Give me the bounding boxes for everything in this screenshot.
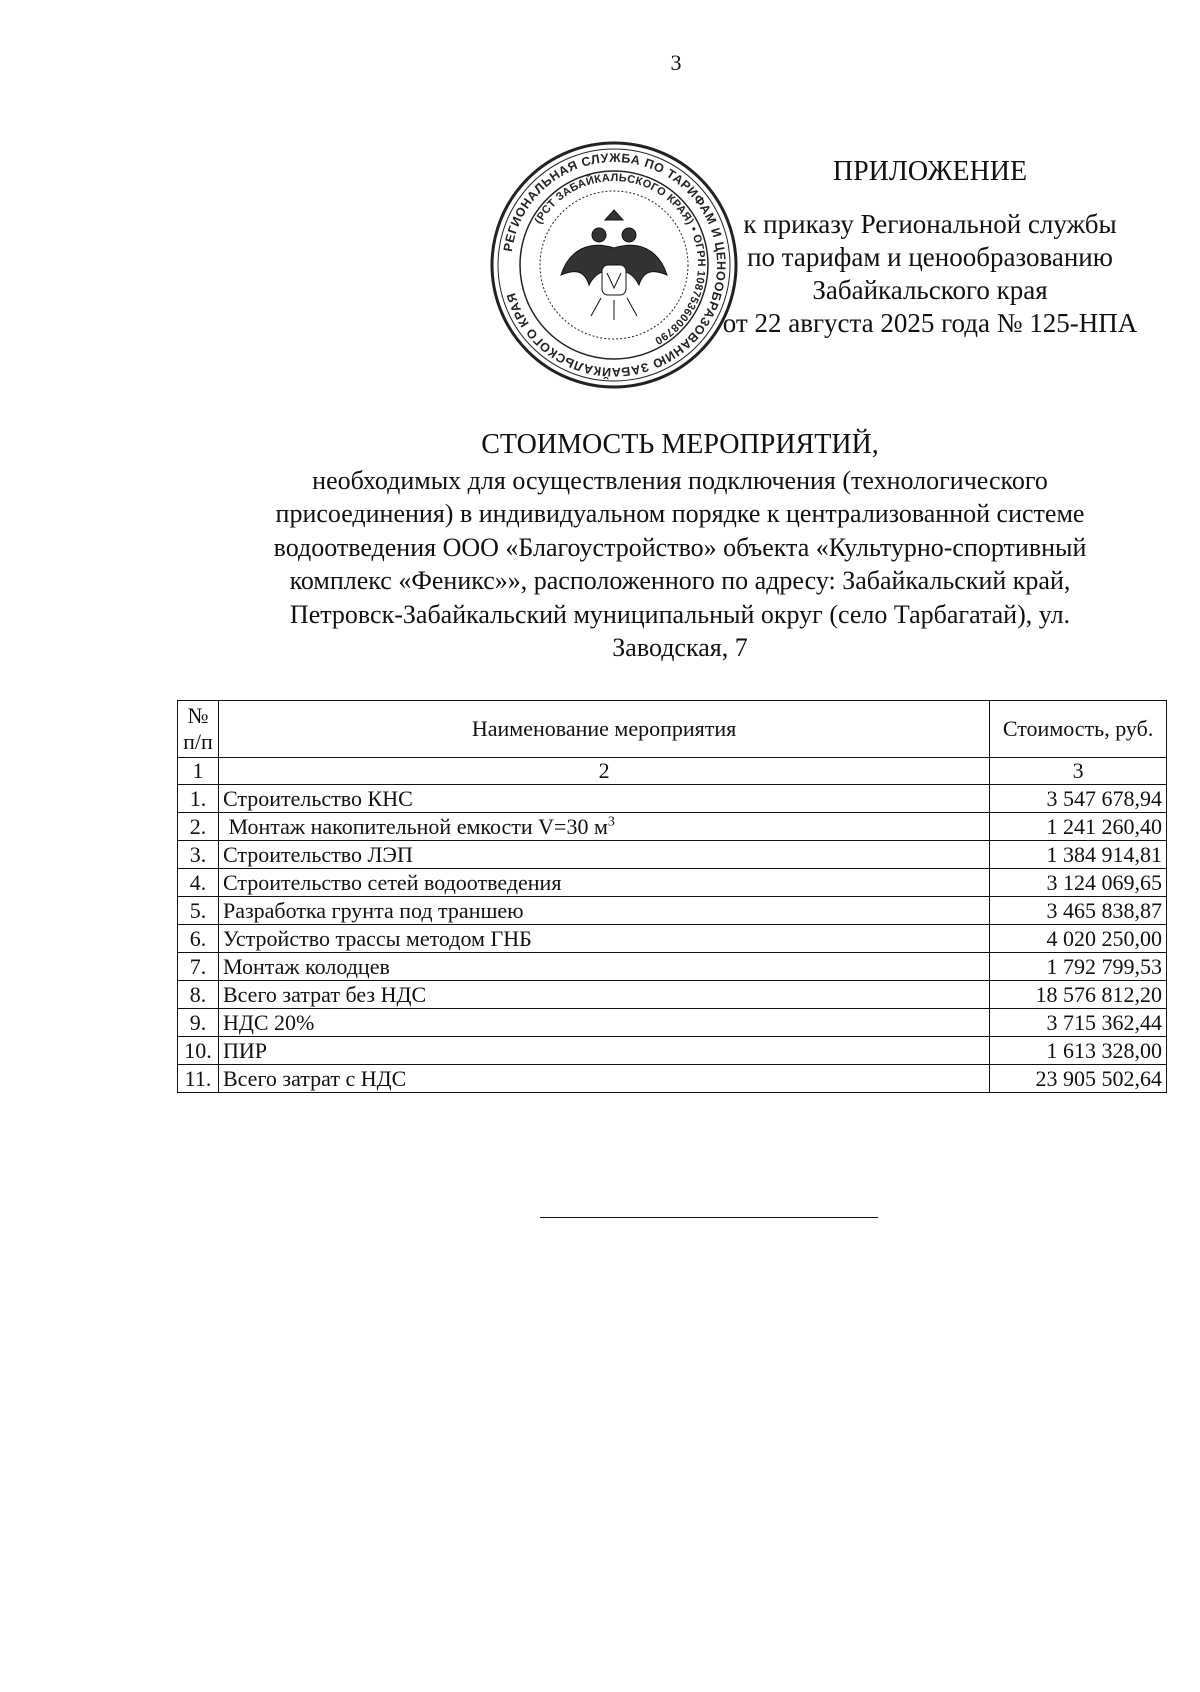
header-num-line2: п/п xyxy=(183,729,213,754)
costs-table xyxy=(177,700,1167,1093)
header-num-line1: № xyxy=(187,703,209,728)
table-row xyxy=(178,953,1167,981)
row-name: Всего затрат с НДС xyxy=(218,1065,989,1093)
row-cost: 18 576 812,20 xyxy=(990,981,1167,1009)
row-name: Строительство КНС xyxy=(218,785,989,813)
table-row xyxy=(178,841,1167,869)
row-num: 3. xyxy=(178,841,219,869)
appendix-block xyxy=(720,155,1140,340)
row-name: Устройство трассы методом ГНБ xyxy=(218,925,989,953)
table-row xyxy=(178,1065,1167,1093)
appendix-heading: ПРИЛОЖЕНИЕ xyxy=(832,156,1028,187)
row-name: Монтаж колодцев xyxy=(218,953,989,981)
appendix-line: Забайкальского края xyxy=(812,275,1048,305)
table-row xyxy=(178,1037,1167,1065)
svg-text:РЕГИОНАЛЬНАЯ СЛУЖБА ПО ТАРИФАМ: РЕГИОНАЛЬНАЯ СЛУЖБА ПО ТАРИФАМ И ЦЕНООБРАЗОВАНИЮ ЗАБАЙКАЛЬСКОГО КРАЯ xyxy=(500,150,729,380)
svg-text:(РСТ ЗАБАЙКАЛЬСКОГО КРАЯ) • ОГ: (РСТ ЗАБАЙКАЛЬСКОГО КРАЯ) • ОГРН 1087536008790 xyxy=(532,171,708,347)
row-cost: 3 715 362,44 xyxy=(990,1009,1167,1037)
row-cost: 3 124 069,65 xyxy=(990,869,1167,897)
closing-rule xyxy=(540,1217,878,1218)
appendix-line: к приказу Региональной службы xyxy=(743,209,1117,239)
row-cost: 1 792 799,53 xyxy=(990,953,1167,981)
header-num xyxy=(178,701,219,758)
row-num: 5. xyxy=(178,897,219,925)
header-name: Наименование мероприятия xyxy=(218,701,989,758)
row-name: Строительство ЛЭП xyxy=(218,841,989,869)
row-num: 6. xyxy=(178,925,219,953)
eagle-emblem-icon xyxy=(561,210,667,320)
table-row xyxy=(178,1009,1167,1037)
row-num: 2. xyxy=(178,813,219,841)
header-cost: Стоимость, руб. xyxy=(990,701,1167,758)
table-row xyxy=(178,897,1167,925)
column-number: 3 xyxy=(990,758,1167,785)
table-header-row xyxy=(178,701,1167,758)
row-name xyxy=(218,813,989,841)
row-name: НДС 20% xyxy=(218,1009,989,1037)
row-name: Разработка грунта под траншею xyxy=(218,897,989,925)
row-num: 4. xyxy=(178,869,219,897)
row-num: 10. xyxy=(178,1037,219,1065)
row-cost: 3 465 838,87 xyxy=(990,897,1167,925)
row-cost: 23 905 502,64 xyxy=(990,1065,1167,1093)
unit-superscript: 3 xyxy=(607,814,615,830)
row-cost: 3 547 678,94 xyxy=(990,785,1167,813)
document-title-line: Заводская, 7 xyxy=(612,633,748,662)
row-name: Строительство сетей водоотведения xyxy=(218,869,989,897)
row-num: 11. xyxy=(178,1065,219,1093)
table-row xyxy=(178,925,1167,953)
table-row xyxy=(178,981,1167,1009)
document-title-line: необходимых для осуществления подключения (технологического xyxy=(312,465,1048,495)
column-number-row xyxy=(178,758,1167,785)
official-seal xyxy=(489,140,739,390)
page-number: 3 xyxy=(670,50,682,75)
document-title-line: Петровск-Забайкальский муниципальный округ (село Тарбагатай), ул. xyxy=(289,599,1071,629)
document-title xyxy=(180,428,1180,665)
document-title-main: СТОИМОСТЬ МЕРОПРИЯТИЙ, xyxy=(481,429,879,460)
row-num: 7. xyxy=(178,953,219,981)
table-row xyxy=(178,785,1167,813)
document-title-line: присоединения) в индивидуальном порядке к централизованной системе xyxy=(275,499,1085,528)
appendix-line: от 22 августа 2025 года № 125-НПА xyxy=(722,308,1138,338)
row-name: Всего затрат без НДС xyxy=(218,981,989,1009)
row-cost: 1 613 328,00 xyxy=(990,1037,1167,1065)
document-title-line: водоотведения ООО «Благоустройство» объекта «Культурно-спортивный xyxy=(273,532,1087,562)
table-row xyxy=(178,813,1167,841)
row-name: ПИР xyxy=(218,1037,989,1065)
row-num: 9. xyxy=(178,1009,219,1037)
column-number: 1 xyxy=(178,758,219,785)
row-num: 1. xyxy=(178,785,219,813)
row-cost: 1 384 914,81 xyxy=(990,841,1167,869)
row-cost: 1 241 260,40 xyxy=(990,813,1167,841)
table-body xyxy=(178,785,1167,1093)
row-num: 8. xyxy=(178,981,219,1009)
document-title-line: комплекс «Феникс»», расположенного по адресу: Забайкальский край, xyxy=(289,566,1071,595)
row-name-text: Монтаж накопительной емкости V=30 м xyxy=(228,813,608,839)
row-cost: 4 020 250,00 xyxy=(990,925,1167,953)
column-number: 2 xyxy=(218,758,989,785)
appendix-line: по тарифам и ценообразованию xyxy=(747,242,1113,272)
table-row xyxy=(178,869,1167,897)
